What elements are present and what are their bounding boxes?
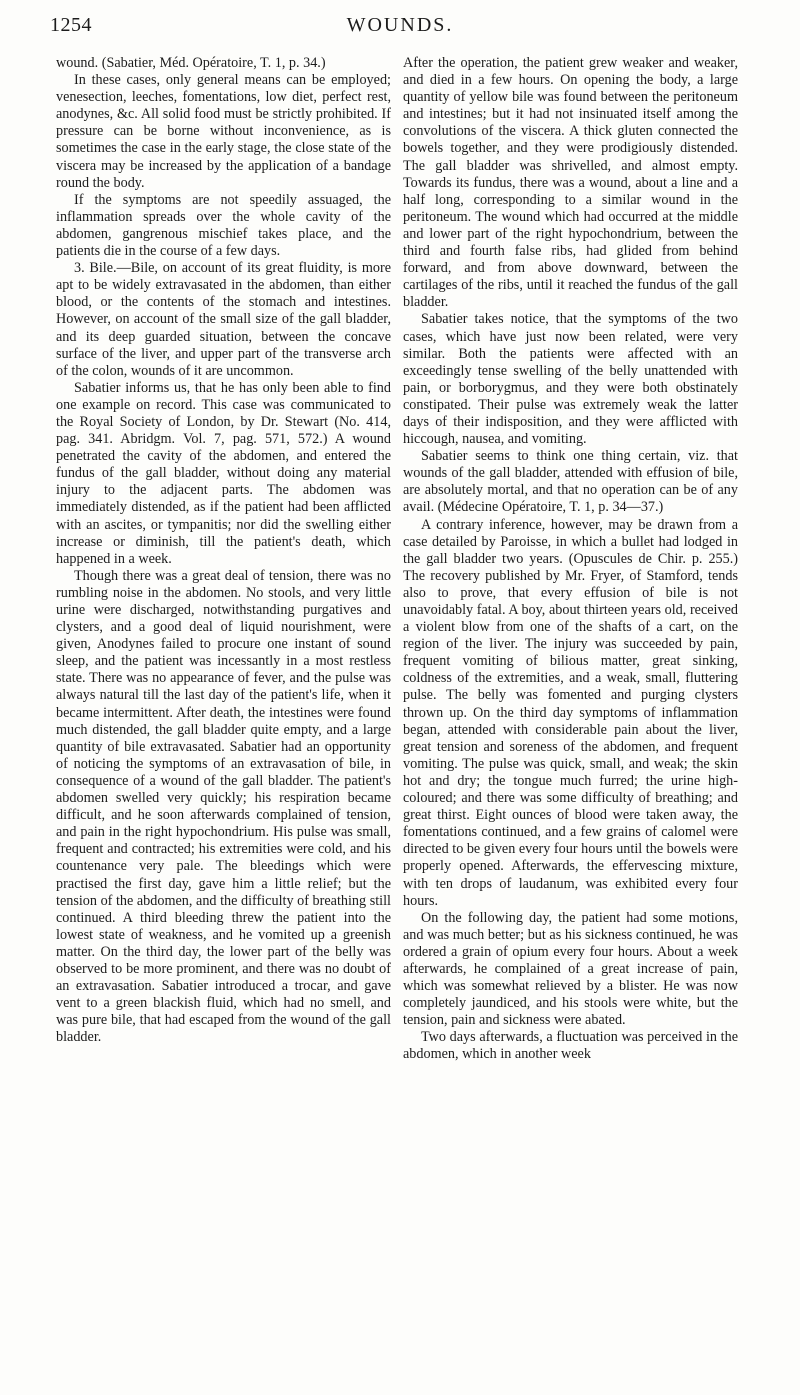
paragraph: After the operation, the patient grew weaker and weaker, and died in a few hours. On opening the body, a large quantity of yellow bile was found between the peritoneum and intestines; but it had not insinuated itself among the convolutions of the viscera. A thick gluten connected the bowels together, and they were prodigiously distended. The gall bladder was shrivelled, and almost empty. Towards its fundus, there was a wound, about a line and a half long, corresponding to a similar wound in the peritoneum. The wound which had occurred at the middle and lower part of the right hypochondrium, between the third and fourth false ribs, had glided from behind forward, and from above downward, between the cartilages of the ribs, until it reached the fundus of the gall bladder. [403,55,738,311]
paragraph: If the symptoms are not speedily assuaged, the inflammation spreads over the whole cavity of the abdomen, gangrenous mischief takes place, and the patients die in the course of a few days. [56,191,391,260]
paragraph: Sabatier seems to think one thing certain, viz. that wounds of the gall bladder, attended with effusion of bile, are absolutely mortal, and that no operation can be of any avail. (Médecine Opératoire, T. 1, p. 34—37.) [403,448,738,516]
page-header [50,14,750,40]
right-column [403,55,738,1064]
page-number: 1254 [50,14,92,36]
paragraph: wound. (Sabatier, Méd. Opératoire, T. 1, p. 34.) [56,55,326,71]
paragraph: 3. Bile.—Bile, on account of its great fluidity, is more apt to be widely extravasated in the abdomen, than either blood, or the contents of the stomach and intestines. However, on account of the small size of the gall bladder, and its deep guarded situation, between the concave surface of the liver, and upper part of the transverse arch of the colon, wounds of it are uncommon. [56,260,391,379]
paragraph: Sabatier informs us, that he has only been able to find one example on record. This case was communicated to the Royal Society of London, by Dr. Stewart (No. 414, pag. 341. Abridgm. Vol. 7, pag. 571, 572.) A wound penetrated the cavity of the abdomen, and entered the fundus of the gall bladder, without doing any material injury to the adjacent parts. The abdomen was immediately distended, as if the patient had been afflicted with an ascites, or tympanitis; nor did the swelling either increase or diminish, till the patient's death, which happened in a week. [56,379,391,567]
paragraph: In these cases, only general means can be employed; venesection, leeches, fomentations, low diet, perfect rest, anodynes, &c. All solid food must be strictly prohibited. If pressure can be borne without inconvenience, as is sometimes the case in the early stage, the close state of the viscera may be increased by the application of a bandage round the body. [56,72,391,191]
running-head: WOUNDS. [346,14,454,36]
paragraph: Two days afterwards, a fluctuation was perceived in the abdomen, which in another week [403,1029,738,1063]
paragraph: Sabatier takes notice, that the symptoms of the two cases, which have just now been related, were very similar. Both the patients were affected with an exceedingly tense swelling of the belly unattended with pain, or borborygmus, and they were both obstinately constipated. Their pulse was extremely weak the latter days of their indisposition, and they were afflicted with hiccough, nausea, and vomiting. [403,311,738,448]
paragraph: On the following day, the patient had some motions, and was much better; but as his sickness continued, he was ordered a grain of opium every four hours. About a week afterwards, he complained of a great increase of pain, which was somewhat relieved by a blister. He was now completely jaundiced, and his stools were white, but the tension, pain and sickness were abated. [403,909,738,1029]
paragraph: Though there was a great deal of tension, there was no rumbling noise in the abdomen. No stools, and very little urine were discharged, notwithstanding purgatives and clysters, and a good deal of liquid nourishment, were given, Anodynes failed to procure one instant of sound sleep, and the patient was incessantly in a most restless state. There was no appearance of fever, and the pulse was always natural till the last day of the patient's life, when it became intermittent. After death, the intestines were found much distended, the gall bladder quite empty, and a large quantity of bile extravasated. Sabatier had an opportunity of noticing the symptoms of an extravasation of bile, in consequence of a wound of the gall bladder. The patient's abdomen swelled very quickly; his respiration became difficult, and he soon afterwards complained of tension, and pain in the right hypochondrium. His pulse was small, frequent and contracted; his extremities were cold, and his countenance very pale. The bleedings which were practised the first day, gave him a little relief; but the tension of the abdomen, and the difficulty of breathing still continued. A third bleeding threw the patient into the lowest state of weakness, and he vomited up a greenish matter. On the third day, the lower part of the belly was observed to be more prominent, and there was no doubt of an extravasation. Sabatier introduced a trocar, and gave vent to a green blackish fluid, which had no smell, and was pure bile, that had escaped from the wound of the gall bladder. [56,567,391,1046]
paragraph: A contrary inference, however, may be drawn from a case detailed by Paroisse, in which a bullet had lodged in the gall bladder two years. (Opuscules de Chir. p. 255.) The recovery published by Mr. Fryer, of Stamford, tends also to prove, that every effusion of bile is not unavoidably fatal. A boy, about thirteen years old, received a violent blow from one of the shafts of a cart, on the region of the liver. The injury was succeeded by pain, frequent vomiting of bilious matter, great sinking, coldness of the extremities, and a weak, small, fluttering pulse. The belly was fomented and purging clysters thrown up. On the third day symptoms of inflammation began, attended with considerable pain about the liver, great tension and soreness of the abdomen, and frequent vomiting. The pulse was quick, small, and weak; the skin hot and dry; the tongue much furred; the urine high-coloured; and there was some difficulty of breathing; and great thirst. Eight ounces of blood were taken away, the fomentations continued, and a few grains of calomel were directed to be given every four hours until the bowels were properly opened. Afterwards, the effervescing mixture, with ten drops of laudanum, was exhibited every four hours. [403,516,738,909]
left-column [56,55,391,1046]
